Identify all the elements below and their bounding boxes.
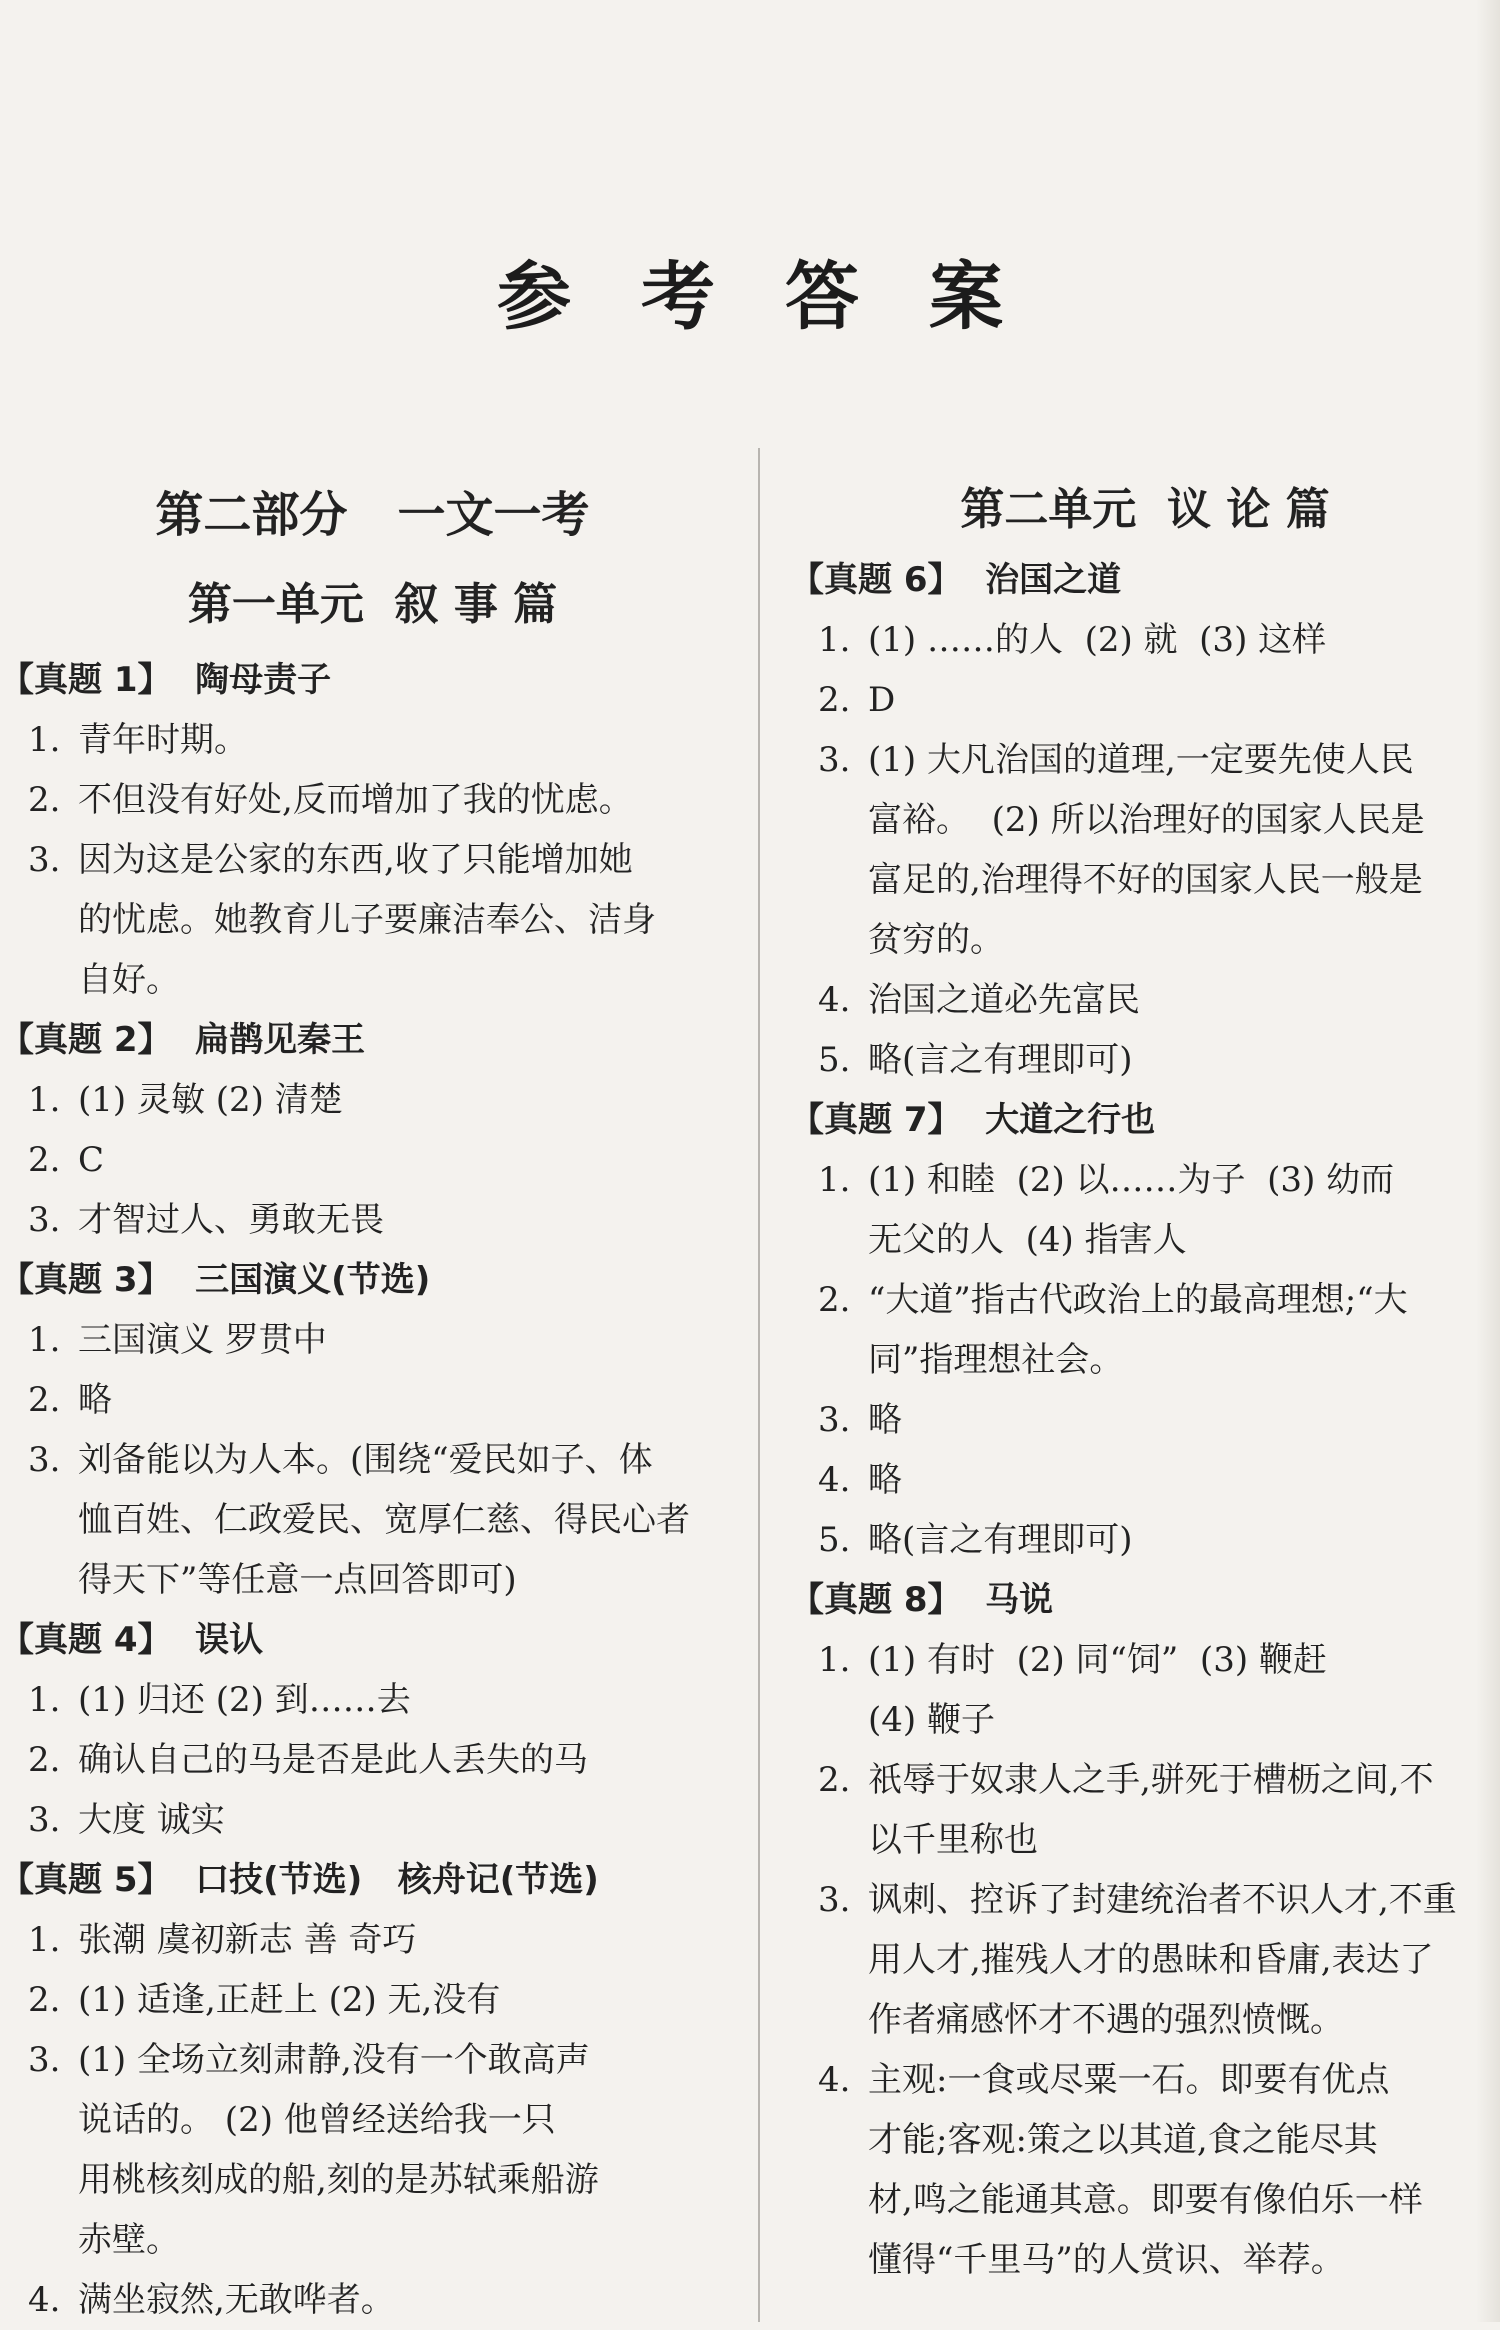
answer-text: 略 bbox=[78, 1380, 112, 1420]
answer-item bbox=[790, 1390, 1500, 1450]
question-heading: 【真题 3】 三国演义(节选) bbox=[0, 1260, 431, 1300]
answer-item bbox=[790, 1270, 1500, 1390]
question-block bbox=[790, 1570, 1500, 2290]
answer-item bbox=[0, 1970, 745, 2030]
left-column bbox=[0, 470, 745, 2330]
answer-item bbox=[790, 1030, 1500, 1090]
question-block bbox=[0, 1850, 745, 2330]
answer-text: 大度 诚实 bbox=[78, 1800, 225, 1840]
answer-text: “大道”指古代政治上的最高理想;“大 同”指理想社会。 bbox=[868, 1280, 1408, 1380]
answer-item bbox=[0, 1310, 745, 1370]
answer-item bbox=[790, 610, 1500, 670]
answer-text: (1) 有时 (2) 同“饲” (3) 鞭赶 (4) 鞭子 bbox=[868, 1640, 1327, 1740]
question-heading: 【真题 8】 马说 bbox=[790, 1580, 1054, 1620]
answer-text: 满坐寂然,无敢哗者。 bbox=[78, 2280, 395, 2320]
answer-number: 1. bbox=[818, 1640, 851, 1680]
answer-number: 1. bbox=[28, 720, 61, 760]
answer-item bbox=[790, 1150, 1500, 1270]
answer-item bbox=[790, 730, 1500, 970]
answer-number: 3. bbox=[28, 1800, 61, 1840]
page-title: 参考答案 bbox=[497, 254, 1073, 340]
answer-text: 略(言之有理即可) bbox=[868, 1520, 1133, 1560]
question-heading: 【真题 7】 大道之行也 bbox=[790, 1100, 1156, 1140]
answer-item bbox=[0, 1790, 745, 1850]
question-heading: 【真题 2】 扁鹊见秦王 bbox=[0, 1020, 366, 1060]
answer-number: 5. bbox=[818, 1520, 851, 1560]
answer-item bbox=[790, 970, 1500, 1030]
question-heading: 【真题 4】 误认 bbox=[0, 1620, 264, 1660]
answer-text: 确认自己的马是否是此人丢失的马 bbox=[78, 1740, 588, 1780]
question-block bbox=[0, 650, 745, 1010]
answer-number: 1. bbox=[28, 1080, 61, 1120]
unit-heading-argument: 第二单元 议 论 篇 bbox=[960, 484, 1330, 535]
answer-number: 4. bbox=[28, 2280, 61, 2320]
answer-item bbox=[790, 1750, 1500, 1870]
answer-number: 3. bbox=[28, 1200, 61, 1240]
answer-text: (1) ……的人 (2) 就 (3) 这样 bbox=[868, 620, 1327, 660]
answer-text: 讽刺、控诉了封建统治者不识人才,不重 用人才,摧残人才的愚昧和昏庸,表达了 作者痛感怀才不遇的强烈愤慨。 bbox=[868, 1880, 1457, 2040]
answer-text: D bbox=[868, 680, 896, 720]
answer-number: 3. bbox=[818, 1880, 851, 1920]
answer-number: 1. bbox=[818, 1160, 851, 1200]
answer-number: 3. bbox=[28, 1440, 61, 1480]
answer-item bbox=[790, 1510, 1500, 1570]
answer-text: (1) 大凡治国的道理,一定要先使人民 富裕。 (2) 所以治理好的国家人民是 富足的,治理得不好的国家人民一般是 贫穷的。 bbox=[868, 740, 1425, 960]
answer-item bbox=[790, 1870, 1500, 2050]
column-divider bbox=[758, 448, 760, 2322]
answer-number: 1. bbox=[28, 1680, 61, 1720]
answer-text: (1) 灵敏 (2) 清楚 bbox=[78, 1080, 343, 1120]
part-heading: 第二部分 一文一考 bbox=[155, 487, 590, 543]
answer-number: 2. bbox=[28, 1380, 61, 1420]
answer-text: 略 bbox=[868, 1400, 902, 1440]
answer-text: 才智过人、勇敢无畏 bbox=[78, 1200, 384, 1240]
answer-number: 1. bbox=[28, 1920, 61, 1960]
answer-item bbox=[0, 1670, 745, 1730]
answer-item bbox=[0, 1730, 745, 1790]
answer-number: 3. bbox=[818, 1400, 851, 1440]
question-list bbox=[0, 650, 745, 2330]
right-column bbox=[790, 470, 1500, 2290]
answer-text: 祇辱于奴隶人之手,骈死于槽枥之间,不 以千里称也 bbox=[868, 1760, 1434, 1860]
answer-number: 4. bbox=[818, 1460, 851, 1500]
answer-number: 1. bbox=[28, 1320, 61, 1360]
answer-text: 主观:一食或尽粟一石。即要有优点 才能;客观:策之以其道,食之能尽其 材,鸣之能通其意。即要有像伯乐一样 懂得“千里马”的人赏识、举荐。 bbox=[868, 2060, 1423, 2280]
answer-item bbox=[790, 670, 1500, 730]
answer-item bbox=[0, 1130, 745, 1190]
answer-item bbox=[0, 1430, 745, 1610]
question-heading: 【真题 6】 治国之道 bbox=[790, 560, 1122, 600]
answer-number: 2. bbox=[28, 780, 61, 820]
answer-item bbox=[0, 1370, 745, 1430]
question-block bbox=[0, 1250, 745, 1610]
answer-number: 2. bbox=[818, 680, 851, 720]
question-block bbox=[790, 550, 1500, 1090]
answer-text: (1) 和睦 (2) 以……为子 (3) 幼而 无父的人 (4) 指害人 bbox=[868, 1160, 1395, 1260]
answer-number: 3. bbox=[28, 2040, 61, 2080]
answer-number: 1. bbox=[818, 620, 851, 660]
answer-number: 2. bbox=[28, 1740, 61, 1780]
answer-text: 青年时期。 bbox=[78, 720, 248, 760]
answer-item bbox=[790, 2050, 1500, 2290]
answer-number: 4. bbox=[818, 980, 851, 1020]
answer-text: (1) 适逢,正赶上 (2) 无,没有 bbox=[78, 1980, 501, 2020]
answer-item bbox=[0, 710, 745, 770]
answer-text: 三国演义 罗贯中 bbox=[78, 1320, 327, 1360]
answer-item bbox=[0, 1910, 745, 1970]
answer-text: C bbox=[78, 1140, 105, 1180]
answer-number: 4. bbox=[818, 2060, 851, 2100]
answer-text: 因为这是公家的东西,收了只能增加她 的忧虑。她教育儿子要廉洁奉公、洁身 自好。 bbox=[78, 840, 656, 1000]
answer-number: 3. bbox=[818, 740, 851, 780]
answer-text: 不但没有好处,反而增加了我的忧虑。 bbox=[78, 780, 633, 820]
answer-number: 2. bbox=[28, 1140, 61, 1180]
question-block bbox=[790, 1090, 1500, 1570]
answer-number: 2. bbox=[818, 1280, 851, 1320]
answer-text: 略 bbox=[868, 1460, 902, 1500]
question-list bbox=[790, 550, 1500, 2290]
answer-item bbox=[0, 2270, 745, 2330]
unit-heading-narrative: 第一单元 叙 事 篇 bbox=[187, 579, 558, 630]
question-block bbox=[0, 1010, 745, 1250]
answer-item bbox=[790, 1630, 1500, 1750]
question-heading: 【真题 1】 陶母责子 bbox=[0, 660, 332, 700]
answer-number: 2. bbox=[818, 1760, 851, 1800]
answer-item bbox=[0, 2030, 745, 2270]
question-block bbox=[0, 1610, 745, 1850]
answer-text: 治国之道必先富民 bbox=[868, 980, 1140, 1020]
answer-item bbox=[0, 770, 745, 830]
answer-text: (1) 全场立刻肃静,没有一个敢高声 说话的。 (2) 他曾经送给我一只 用桃核刻成的船,刻的是苏轼乘船游 赤壁。 bbox=[78, 2040, 599, 2260]
answer-item bbox=[0, 1190, 745, 1250]
question-heading: 【真题 5】 口技(节选) 核舟记(节选) bbox=[0, 1860, 599, 1900]
answer-item bbox=[790, 1450, 1500, 1510]
answer-text: 张潮 虞初新志 善 奇巧 bbox=[78, 1920, 417, 1960]
answer-number: 2. bbox=[28, 1980, 61, 2020]
answer-item bbox=[0, 830, 745, 1010]
answer-item bbox=[0, 1070, 745, 1130]
answer-text: (1) 归还 (2) 到……去 bbox=[78, 1680, 411, 1720]
answer-number: 3. bbox=[28, 840, 61, 880]
answer-number: 5. bbox=[818, 1040, 851, 1080]
answer-text: 略(言之有理即可) bbox=[868, 1040, 1133, 1080]
answer-text: 刘备能以为人本。(围绕“爱民如子、体 恤百姓、仁政爱民、宽厚仁慈、得民心者 得天下”等任意一点回答即可) bbox=[78, 1440, 690, 1600]
